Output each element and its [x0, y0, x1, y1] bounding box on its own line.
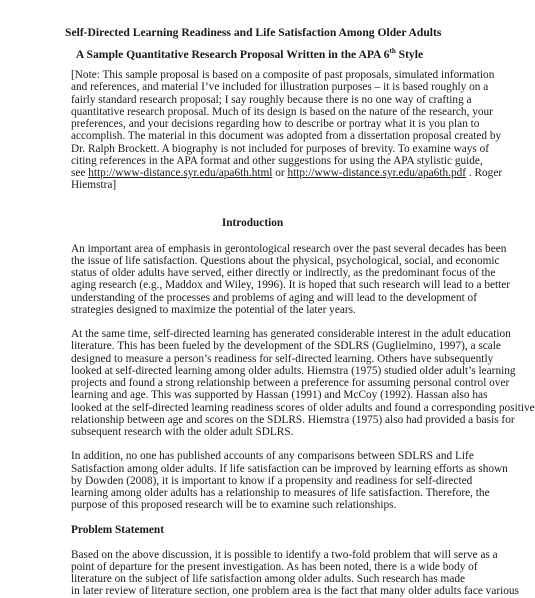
document-subtitle — [65, 48, 434, 62]
apa6th-html-link[interactable]: http://www-distance.syr.edu/apa6th.html — [88, 167, 273, 179]
paragraph-line: relationship between age and scores on the SDLRS. Hiemstra (1975) also had provided a basis for — [71, 413, 515, 426]
note-line: and references, and material I’ve included for illustration purposes – it is based roughly on a — [71, 81, 489, 94]
paragraph-line: designed to measure a person’s readiness for self-directed learning. Others have subsequently — [71, 352, 494, 365]
paragraph-line: looked at the self-directed learning readiness scores of older adults and found a corresponding positive — [71, 401, 535, 414]
paragraph-line: learning and age. This was supported by Hassan (1991) and McCoy (1992). Hassan also has — [71, 389, 488, 402]
subtitle-superscript: th — [389, 47, 396, 56]
note-line: Hiemstra] — [71, 179, 117, 192]
document-title: Self-Directed Learning Readiness and Life Satisfaction Among Older Adults — [65, 26, 442, 39]
note-link-suffix: . Roger — [466, 167, 503, 179]
paragraph-line: in later review of literature section, one problem area is the fact that many older adults face various — [71, 585, 519, 598]
intro-paragraph-2 — [71, 328, 535, 438]
note-line: quantitative research proposal. Much of its design is based on the nature of the research, your — [71, 105, 493, 118]
note-line: fairly standard research proposal; I say roughly because there is no one way of crafting a — [71, 93, 472, 106]
introduction-heading: Introduction — [221, 216, 284, 229]
apa6th-pdf-link[interactable]: http://www-distance.syr.edu/apa6th.pdf — [287, 167, 467, 179]
paragraph-line: looked at self-directed learning among older adults. Hiemstra (1975) studied older adult’s learning — [71, 364, 516, 377]
note-link-mid: or — [272, 167, 288, 179]
paragraph-line: learning among older adults has a relationship to measures of life satisfaction. Therefore, the — [71, 487, 490, 499]
paragraph-line: Based on the above discussion, it is possible to identify a two-fold problem that will serve as a — [71, 548, 498, 561]
note-line: preferences, and your decisions regarding how to describe or portray what it is you plan to — [71, 118, 480, 130]
note-line: accomplish. The material in this document was adopted from a dissertation proposal created by — [71, 130, 502, 143]
paragraph-line: by Dowden (2008), it is important to know if a propensity and readiness for self-directed — [71, 474, 473, 487]
note-line: [Note: This sample proposal is based on a composite of past proposals, simulated information — [71, 69, 495, 81]
paragraph-line: subsequent research with the older adult SDLRS. — [71, 426, 294, 438]
paragraph-line: understanding of the processes and problems of aging and will lead to the development of — [71, 291, 477, 304]
paragraph-line: Satisfaction among older adults. If life satisfaction can be improved by learning efforts as shown — [71, 462, 508, 475]
subtitle-text: A Sample Quantitative Research Proposal Written in the APA 6 — [75, 48, 390, 61]
paragraph-line: At the same time, self-directed learning has generated considerable interest in the adult education — [71, 328, 511, 340]
paragraph-line: In addition, no one has published accounts of any comparisons between SDLRS and Life — [71, 450, 474, 463]
paragraph-line: literature. This has been fueled by the development of the SDLRS (Guglielmino, 1997), a scale — [71, 340, 501, 353]
paragraph-line: purpose of this proposed research will be to examine such relationships. — [71, 499, 397, 512]
intro-paragraph-1 — [71, 242, 511, 317]
paragraph-line: strategies designed to maximize the potential of the later years. — [71, 303, 356, 316]
paragraph-line: literature on the subject of life satisfaction among older adults. Such research has made — [71, 573, 466, 585]
paragraph-line: projects and found a strong relationship between a preference for assuming personal control over — [71, 377, 510, 389]
paragraph-line: point of departure for the present investigation. As has been noted, there is a wide body of — [71, 560, 478, 573]
note-line: Dr. Ralph Brockett. A biography is not included for purposes of brevity. To examine ways of — [71, 142, 490, 155]
problem-paragraph-1 — [71, 548, 519, 598]
note-link-prefix: see — [71, 167, 89, 179]
author-note — [71, 69, 503, 192]
paragraph-line: aging research (e.g., Maddox and Wiley, 1996). It is hoped that such research will lead to a better — [71, 279, 511, 292]
note-line-links — [71, 167, 503, 179]
subtitle-suffix: Style — [395, 48, 424, 61]
intro-paragraph-3 — [71, 450, 508, 512]
paragraph-line: the issue of life satisfaction. Questions about the physical, psychological, social, and economic — [71, 254, 500, 267]
paragraph-line: An important area of emphasis in gerontological research over the past several decades has been — [71, 242, 507, 255]
paragraph-line: status of older adults have served, either directly or indirectly, as the predominant focus of the — [71, 267, 496, 279]
problem-statement-heading: Problem Statement — [71, 523, 164, 536]
note-line: citing references in the APA format and other suggestions for using the APA stylistic guide, — [71, 154, 483, 167]
